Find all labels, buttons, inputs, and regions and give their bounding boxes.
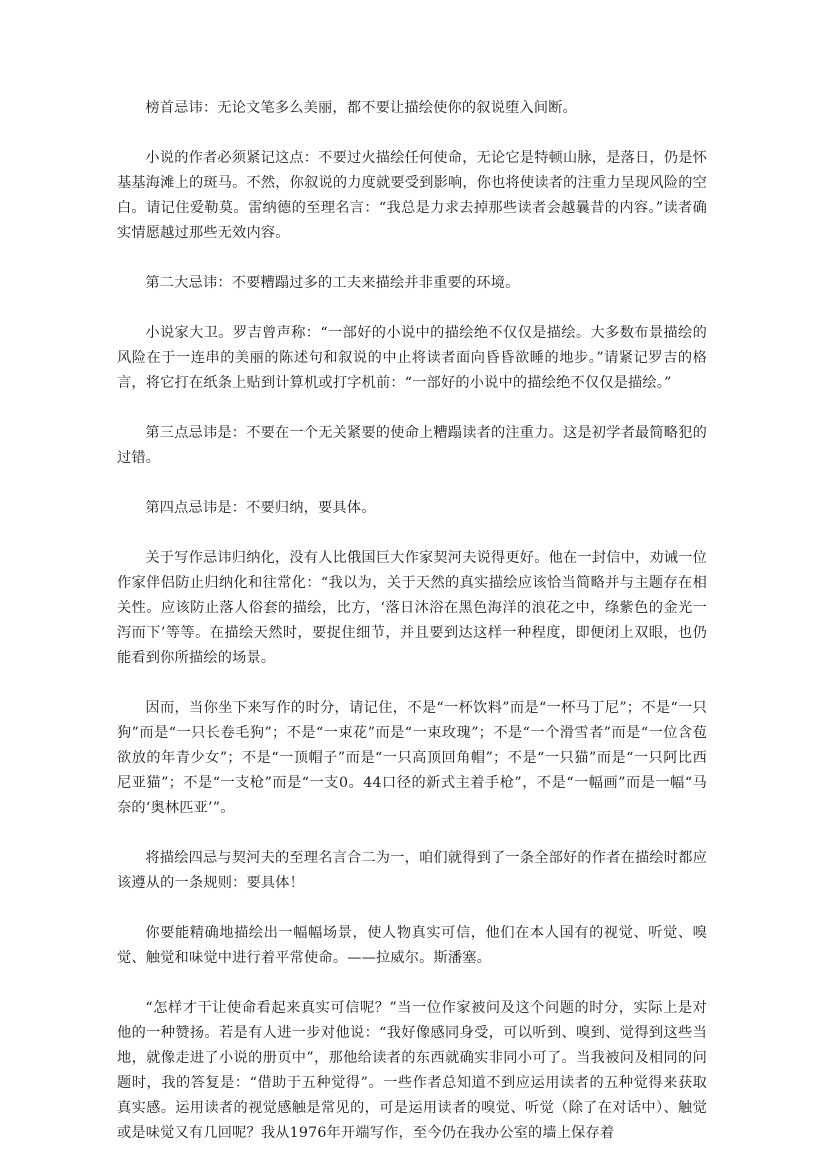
paragraph-taboo-3: 第三点忌讳是：不要在一个无关紧要的使命上糟蹋读者的注重力。这是初学者最简略犯的过错。 <box>117 425 707 466</box>
paragraph-over-description: 小说的作者必须紧记这点：不要过火描绘任何使命，无论它是特顿山脉，是落日，仍是怀基基海滩上的斑马。不然，你叙说的力度就要受到影响，你也将使读者的注重力呈现风险的空白。请记住爱勒莫。雷纳德的至理名言：“我总是力求去掉那些读者会越曩昔的内容。”读者确实情愿越过那些无效内容。 <box>117 150 707 241</box>
paragraph-five-senses: “怎样才干让使命看起来真实可信呢？”当一位作家被问及这个问题的时分，实际上是对他的一种赞扬。若是有人进一步对他说：“我好像感同身受，可以听到、嗅到、觉得到这些当地，就像走进了小说的册页中”，那他给读者的东西就确实非同小可了。当我被问及相同的问题时，我的答复是：“借助于五种觉得”。一些作者总知道不到应运用读者的五种觉得来获取真实感。运用读者的视觉感触是常见的，可是运用读者的嗅觉、听觉（除了在对话中）、触觉或是味觉又有几回呢？我从1976年开端写作，至今仍在我办公室的墙上保存着 <box>117 1000 707 1141</box>
paragraph-spencer-quote: 你要能精确地描绘出一幅幅场景，使人物真实可信，他们在本人国有的视觉、听觉、嗅觉、触觉和味觉中进行着平常使命。——拉威尔。斯潘塞。 <box>117 925 707 966</box>
paragraph-rule-summary: 将描绘四忌与契河夫的至理名言合二为一，咱们就得到了一条全部好的作者在描绘时都应该遵从的一条规则：要具体！ <box>117 850 707 891</box>
paragraph-specific-examples: 因而，当你坐下来写作的时分，请记住，不是“一杯饮料”而是“一杯马丁尼”；不是“一只狗”而是“一只长卷毛狗”；不是“一束花”而是“一束玫瑰”；不是“一个滑雪者”而是“一位含苞欲放的年青少女”；不是“一顶帽子”而是“一只高顶回角帽”；不是“一只猫”而是“一只阿比西尼亚猫”；不是“一支枪”而是“一支0。44口径的新式主着手枪”，不是“一幅画”而是一幅“马奈的‘奥林匹亚’”。 <box>117 700 707 816</box>
paragraph-lodge-quote: 小说家大卫。罗吉曾声称：“一部好的小说中的描绘绝不仅仅是描绘。大多数布景描绘的风险在于一连串的美丽的陈述句和叙说的中止将读者面向昏昏欲睡的地步。”请紧记罗吉的格言，将它打在纸条上贴到计算机或打字机前：“一部好的小说中的描绘绝不仅仅是描绘。” <box>117 325 707 391</box>
paragraph-chekhov-letter: 关于写作忌讳归纳化，没有人比俄国巨大作家契河夫说得更好。他在一封信中，劝诫一位作家伴侣防止归纳化和往常化：“我以为，关于天然的真实描绘应该恰当简略并与主题存在相关性。应该防止落人俗套的描绘，比方，‘落日沐浴在黑色海洋的浪花之中，绦紫色的金光一泻而下’等等。在描绘天然时，要捉住细节，并且要到达这样一种程度，即便闭上双眼，也仍能看到你所描绘的场景。 <box>117 550 707 666</box>
paragraph-taboo-1: 榜首忌讳：无论文笔多么美丽，都不要让描绘使你的叙说堕入间断。 <box>145 100 578 116</box>
paragraph-taboo-2: 第二大忌讳：不要糟蹋过多的工夫来描绘并非重要的环境。 <box>145 275 520 291</box>
paragraph-taboo-4: 第四点忌讳是：不要归纳，要具体。 <box>145 500 376 516</box>
document-body <box>117 96 707 1171</box>
